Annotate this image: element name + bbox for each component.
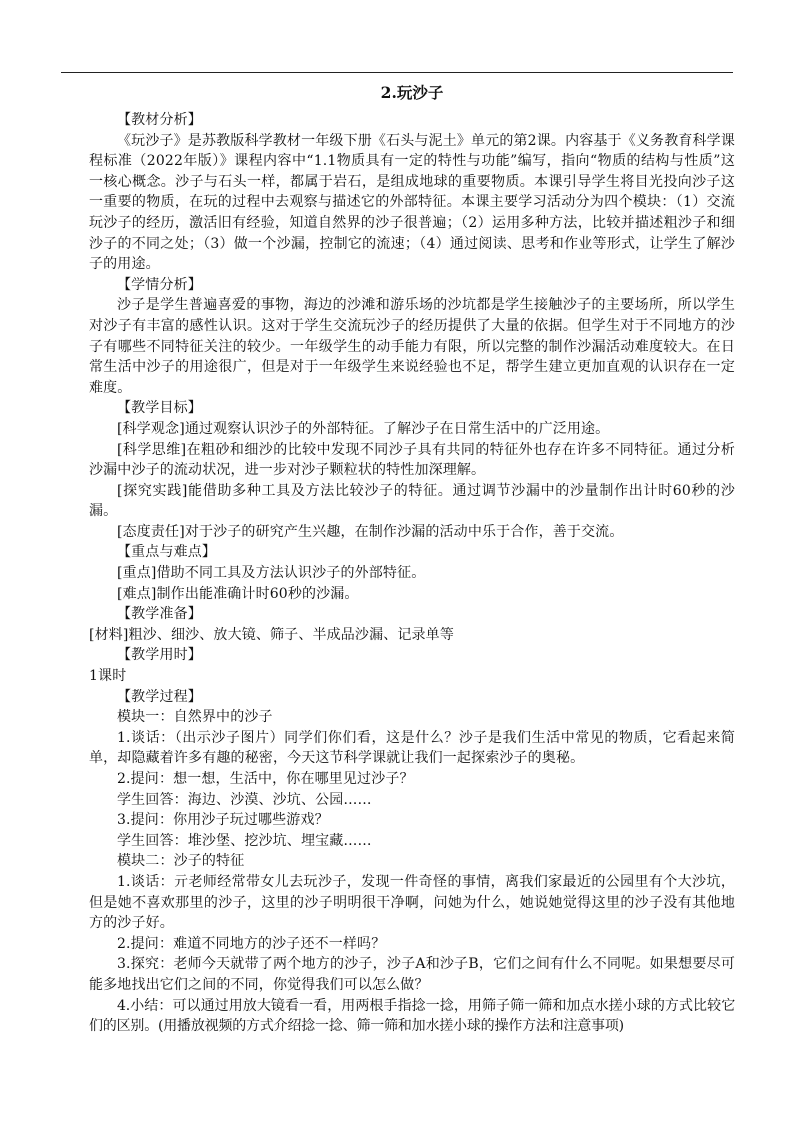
module-title: 模块一：自然界中的沙子	[117, 709, 273, 726]
process-paragraph: 1.谈话：（出示沙子图片）同学们你们看，这是什么？沙子是我们生活中常见的物质，它看起来简单，却隐藏着许多有趣的秘密，今天这节科学课就让我们一起探索沙子的奥秘。	[89, 729, 735, 767]
preparation-paragraph: [材料]粗沙、细沙、放大镜、筛子、半成品沙漏、记录单等	[89, 626, 454, 643]
process-paragraph: 2.提问：难道不同地方的沙子还不一样吗？	[117, 935, 386, 952]
process-paragraph: 学生回答：海边、沙漠、沙坑、公园……	[117, 791, 372, 808]
process-paragraph: 1.谈话：亓老师经常带女儿去玩沙子，发现一件奇怪的事情，离我们家最近的公园里有个大沙坑，但是她不喜欢那里的沙子，这里的沙子明明很干净啊，问她为什么，她说她觉得这里的沙子没有其他地方的沙子好。	[89, 873, 735, 932]
learner-paragraph: 沙子是学生普遍喜爱的事物，海边的沙滩和游乐场的沙坑都是学生接触沙子的主要场所，所以学生对沙子有丰富的感性认识。这对于学生交流玩沙子的经历提供了大量的依据。但学生对于不同地方的沙子有哪些不同特征关注的较少。一年级学生的动手能力有限，所以完整的制作沙漏活动难度较大。在日常生活中沙子的用途很广，但是对于一年级学生来说经验也不足，帮学生建立更加直观的认识存在一定难度。	[89, 297, 735, 396]
process-paragraph: 3.提问：你用沙子玩过哪些游戏？	[117, 812, 329, 829]
section-heading-goals: 【教学目标】	[117, 400, 202, 417]
goal-item: [科学观念]通过观察认识沙子的外部特征。了解沙子在日常生活中的广泛用途。	[117, 420, 610, 437]
goal-item: [态度责任]对于沙子的研究产生兴趣，在制作沙漏的活动中乐于合作，善于交流。	[117, 523, 624, 540]
goal-item: [探究实践]能借助多种工具及方法比较沙子的特征。通过调节沙漏中的沙量制作出计时60秒的沙漏。	[89, 482, 735, 520]
section-heading-key-points: 【重点与难点】	[117, 544, 217, 561]
section-heading-time: 【教学用时】	[117, 647, 202, 664]
key-point-item: [重点]借助不同工具及方法认识沙子的外部特征。	[117, 565, 426, 582]
process-paragraph: 4.小结：可以通过用放大镜看一看，用两根手指捻一捻，用筛子筛一筛和加点水搓小球的方式比较它们的区别。(用播放视频的方式介绍捻一捻、筛一筛和加水搓小球的操作方法和注意事项)	[89, 997, 735, 1035]
analysis-paragraph: 《玩沙子》是苏教版科学教材一年级下册《石头与泥土》单元的第2课。内容基于《义务教育科学课程标准（2022年版）》课程内容中“1.1物质具有一定的特性与功能”编写，指向“物质的结构与性质”这一核心概念。沙子与石头一样，都属于岩石，是组成地球的重要物质。本课引导学生将目光投向沙子这一重要的物质，在玩的过程中去观察与描述它的外部特征。本课主要学习活动分为四个模块：（1）交流玩沙子的经历，激活旧有经验，知道自然界的沙子很普遍；（2）运用多种方法，比较并描述粗沙子和细沙子的不同之处；（3）做一个沙漏，控制它的流速；（4）通过阅读、思考和作业等形式，让学生了解沙子的用途。	[89, 132, 735, 273]
goal-item: [科学思维]在粗砂和细沙的比较中发现不同沙子具有共同的特征外也存在许多不同特征。通过分析沙漏中沙子的流动状况，进一步对沙子颗粒状的特性加深理解。	[89, 441, 735, 479]
section-heading-process: 【教学过程】	[117, 688, 202, 705]
key-point-item: [难点]制作出能准确计时60秒的沙漏。	[117, 585, 359, 602]
time-paragraph: 1课时	[89, 668, 127, 685]
process-paragraph: 2.提问：想一想，生活中，你在哪里见过沙子？	[117, 771, 414, 787]
section-heading-preparation: 【教学准备】	[117, 606, 202, 623]
process-paragraph: 学生回答：堆沙堡、挖沙坑、埋宝藏……	[117, 832, 372, 849]
section-heading-learner: 【学情分析】	[117, 276, 202, 293]
section-heading-analysis: 【教材分析】	[117, 112, 202, 128]
process-paragraph: 3.探究：老师今天就带了两个地方的沙子，沙子A和沙子B，它们之间有什么不同呢。如果想要尽可能多地找出它们之间的不同，你觉得我们可以怎么做？	[89, 956, 735, 993]
header-rule	[61, 72, 733, 73]
page-title: 2.玩沙子	[380, 83, 444, 102]
module-title: 模块二：沙子的特征	[117, 853, 245, 870]
document-body	[89, 80, 735, 1037]
